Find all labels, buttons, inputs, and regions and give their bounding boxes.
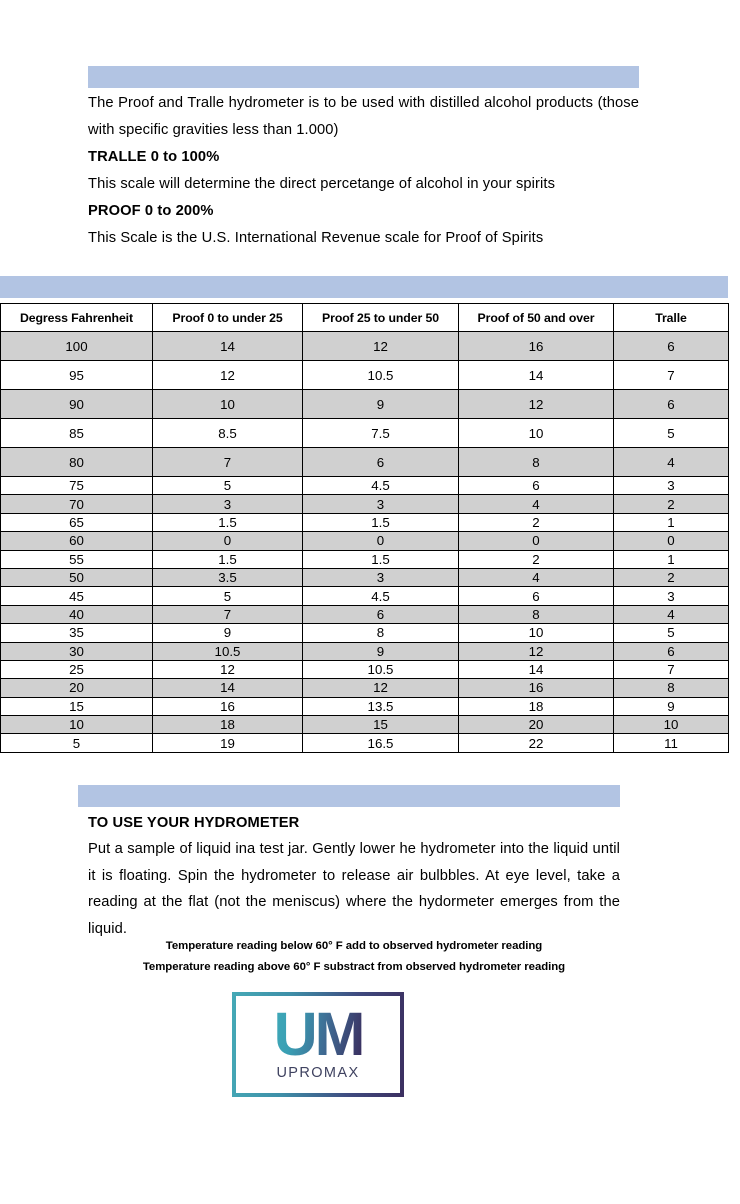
cell-degrees: 20: [1, 679, 153, 697]
table-header-row: [1, 304, 729, 332]
table-row: [1, 734, 729, 752]
table-row: [1, 477, 729, 495]
cell-value: 10: [459, 624, 614, 642]
cell-degrees: 30: [1, 642, 153, 660]
cell-value: 12: [303, 332, 459, 361]
cell-value: 6: [614, 642, 729, 660]
cell-value: 10: [459, 419, 614, 448]
decorative-bar-middle: [0, 276, 728, 298]
cell-value: 18: [153, 716, 303, 734]
temperature-notes: [88, 936, 620, 977]
table-row: [1, 532, 729, 550]
cell-value: 12: [303, 679, 459, 697]
cell-value: 10: [153, 390, 303, 419]
intro-proof-heading: PROOF 0 to 200%: [88, 203, 214, 219]
cell-value: 7: [153, 448, 303, 477]
cell-degrees: 90: [1, 390, 153, 419]
cell-value: 1.5: [303, 550, 459, 568]
cell-degrees: 35: [1, 624, 153, 642]
intro-line-1: The Proof and Tralle hydrometer is to be used with distilled alcohol products (those with specific gravities less than 1.000): [88, 95, 639, 138]
temp-note-below: Temperature reading below 60° F add to observed hydrometer reading: [165, 940, 543, 952]
table-row: [1, 605, 729, 623]
cell-value: 16: [459, 679, 614, 697]
table-row: [1, 568, 729, 586]
cell-value: 8: [614, 679, 729, 697]
table-row: [1, 642, 729, 660]
cell-value: 4: [614, 448, 729, 477]
cell-value: 0: [614, 532, 729, 550]
table-row: [1, 448, 729, 477]
intro-line-5: This Scale is the U.S. International Revenue scale for Proof of Spirits: [88, 230, 544, 246]
cell-degrees: 25: [1, 660, 153, 678]
cell-degrees: 60: [1, 532, 153, 550]
cell-value: 11: [614, 734, 729, 752]
table-row: [1, 419, 729, 448]
cell-value: 7: [614, 660, 729, 678]
usage-section: [88, 810, 620, 942]
cell-value: 4.5: [303, 587, 459, 605]
usage-paragraph: Put a sample of liquid ina test jar. Gently lower he hydrometer into the liquid until it is floating. Spin the hydrometer to release air bulbbles. At eye level, take a reading at the flat (not the meniscus) where the hydormeter emerges from the liquid.: [88, 841, 620, 937]
cell-value: 1.5: [303, 513, 459, 531]
cell-value: 7.5: [303, 419, 459, 448]
logo-inner-panel: [236, 996, 400, 1093]
cell-value: 4.5: [303, 477, 459, 495]
cell-degrees: 55: [1, 550, 153, 568]
cell-value: 18: [459, 697, 614, 715]
cell-value: 3: [614, 587, 729, 605]
cell-degrees: 65: [1, 513, 153, 531]
cell-degrees: 45: [1, 587, 153, 605]
intro-line-3: This scale will determine the direct percetange of alcohol in your spirits: [88, 176, 556, 192]
cell-value: 1.5: [153, 513, 303, 531]
cell-value: 15: [303, 716, 459, 734]
table-row: [1, 716, 729, 734]
cell-value: 3: [614, 477, 729, 495]
cell-value: 2: [459, 513, 614, 531]
cell-value: 9: [303, 642, 459, 660]
column-header-proof-50-over: Proof of 50 and over: [459, 304, 614, 332]
cell-value: 1: [614, 550, 729, 568]
cell-value: 0: [303, 532, 459, 550]
table-row: [1, 660, 729, 678]
cell-degrees: 70: [1, 495, 153, 513]
cell-value: 19: [153, 734, 303, 752]
cell-value: 9: [303, 390, 459, 419]
cell-degrees: 5: [1, 734, 153, 752]
table-row: [1, 390, 729, 419]
cell-value: 10.5: [303, 361, 459, 390]
column-header-tralle: Tralle: [614, 304, 729, 332]
cell-value: 16: [153, 697, 303, 715]
decorative-bar-top: [88, 66, 639, 88]
usage-heading: TO USE YOUR HYDROMETER: [88, 815, 300, 831]
table-row: [1, 679, 729, 697]
cell-value: 0: [153, 532, 303, 550]
cell-value: 7: [153, 605, 303, 623]
table-row: [1, 495, 729, 513]
cell-value: 6: [614, 332, 729, 361]
cell-value: 14: [459, 660, 614, 678]
cell-value: 9: [614, 697, 729, 715]
cell-value: 2: [614, 568, 729, 586]
table-row: [1, 587, 729, 605]
cell-degrees: 10: [1, 716, 153, 734]
cell-value: 7: [614, 361, 729, 390]
cell-value: 10: [614, 716, 729, 734]
cell-degrees: 80: [1, 448, 153, 477]
upromax-logo: [232, 992, 404, 1097]
cell-degrees: 50: [1, 568, 153, 586]
cell-value: 6: [303, 605, 459, 623]
cell-value: 12: [459, 390, 614, 419]
cell-value: 14: [153, 679, 303, 697]
intro-section: [88, 90, 639, 252]
cell-value: 3: [303, 568, 459, 586]
cell-value: 4: [614, 605, 729, 623]
cell-value: 16: [459, 332, 614, 361]
cell-value: 1: [614, 513, 729, 531]
cell-value: 12: [153, 361, 303, 390]
cell-value: 0: [459, 532, 614, 550]
cell-value: 5: [153, 587, 303, 605]
cell-degrees: 75: [1, 477, 153, 495]
cell-value: 2: [459, 550, 614, 568]
cell-value: 13.5: [303, 697, 459, 715]
cell-value: 16.5: [303, 734, 459, 752]
cell-value: 2: [614, 495, 729, 513]
cell-value: 5: [614, 419, 729, 448]
cell-value: 3.5: [153, 568, 303, 586]
table-body: [1, 332, 729, 753]
cell-value: 1.5: [153, 550, 303, 568]
cell-value: 14: [153, 332, 303, 361]
cell-value: 10.5: [153, 642, 303, 660]
cell-value: 6: [614, 390, 729, 419]
logo-monogram: UM: [273, 1000, 363, 1069]
cell-value: 4: [459, 568, 614, 586]
table-row: [1, 513, 729, 531]
cell-value: 3: [153, 495, 303, 513]
cell-value: 3: [303, 495, 459, 513]
table-row: [1, 624, 729, 642]
cell-value: 6: [459, 477, 614, 495]
column-header-proof-0-25: Proof 0 to under 25: [153, 304, 303, 332]
column-header-degrees: Degress Fahrenheit: [1, 304, 153, 332]
temp-note-above: Temperature reading above 60° F substract from observed hydrometer reading: [142, 960, 566, 973]
cell-value: 12: [153, 660, 303, 678]
logo-wordmark: UPROMAX: [276, 1064, 360, 1081]
intro-tralle-heading: TRALLE 0 to 100%: [88, 149, 220, 165]
cell-value: 20: [459, 716, 614, 734]
cell-value: 8: [459, 448, 614, 477]
decorative-bar-bottom: [78, 785, 620, 807]
table-row: [1, 332, 729, 361]
table-row: [1, 550, 729, 568]
cell-value: 5: [614, 624, 729, 642]
cell-degrees: 15: [1, 697, 153, 715]
cell-degrees: 100: [1, 332, 153, 361]
cell-value: 22: [459, 734, 614, 752]
table-row: [1, 361, 729, 390]
cell-value: 8.5: [153, 419, 303, 448]
cell-value: 6: [303, 448, 459, 477]
column-header-proof-25-50: Proof 25 to under 50: [303, 304, 459, 332]
cell-degrees: 95: [1, 361, 153, 390]
cell-degrees: 40: [1, 605, 153, 623]
cell-value: 14: [459, 361, 614, 390]
cell-value: 4: [459, 495, 614, 513]
correction-table: [0, 303, 729, 753]
cell-value: 10.5: [303, 660, 459, 678]
cell-value: 8: [303, 624, 459, 642]
cell-value: 5: [153, 477, 303, 495]
cell-value: 12: [459, 642, 614, 660]
cell-value: 6: [459, 587, 614, 605]
cell-value: 8: [459, 605, 614, 623]
table-row: [1, 697, 729, 715]
hydrometer-correction-table: [0, 303, 728, 753]
logo-gradient-frame: [232, 992, 404, 1097]
cell-value: 9: [153, 624, 303, 642]
cell-degrees: 85: [1, 419, 153, 448]
